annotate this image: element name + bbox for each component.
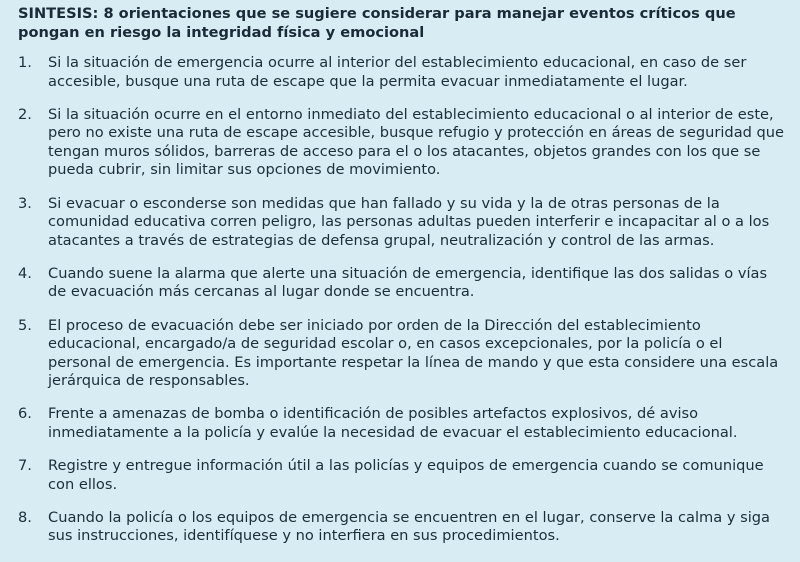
list-item-8 <box>18 509 788 546</box>
list-item-2 <box>18 106 788 180</box>
item-number: 1. <box>18 54 32 71</box>
orientations-list <box>18 54 788 546</box>
item-text: Registre y entregue información útil a las policías y equipos de emergencia cuando se comunique con ellos. <box>48 457 764 493</box>
item-text: Cuando la policía o los equipos de emergencia se encuentren en el lugar, conserve la calma y siga sus instrucciones, identifíquese y no interfiera en sus procedimientos. <box>48 508 770 545</box>
list-item-5 <box>18 317 788 391</box>
item-number: 6. <box>18 405 32 423</box>
list-item-3 <box>18 195 788 251</box>
item-text: Si evacuar o esconderse son medidas que han fallado y su vida y la de otras personas de la comunidad educativa corren peligro, las personas adultas pueden interferir e incapacitar al o a los atacantes a través de estrategias de defensa grupal, neutralización y control de las armas. <box>48 194 770 249</box>
list-item-1 <box>18 54 788 91</box>
list-item-7 <box>18 457 788 494</box>
list-item-4 <box>18 265 788 302</box>
item-text: Si la situación de emergencia ocurre al interior del establecimiento educacional, en caso de ser accesible, busque una ruta de escape que la permita evacuar inmediatamente el lugar. <box>48 54 747 90</box>
item-number: 2. <box>18 105 32 123</box>
item-number: 8. <box>18 508 32 526</box>
synthesis-title: SINTESIS: 8 orientaciones que se sugiere considerar para manejar eventos críticos que pongan en riesgo la integridad física y emocional <box>18 5 736 41</box>
item-text: Frente a amenazas de bomba o identificación de posibles artefactos explosivos, dé aviso inmediatamente a la policía y evalúe la necesidad de evacuar el establecimiento educacional. <box>48 405 738 441</box>
item-text: Cuando suene la alarma que alerte una situación de emergencia, identifique las dos salidas o vías de evacuación más cercanas al lugar donde se encuentra. <box>48 264 768 301</box>
item-number: 4. <box>18 264 32 282</box>
item-number: 3. <box>18 194 32 212</box>
item-text: El proceso de evacuación debe ser iniciado por orden de la Dirección del establecimiento educacional, encargado/a de seguridad escolar o, en casos excepcionales, por la policía o el personal de emergencia. Es importante respetar la línea de mando y que esta considere una escala jerárquica de responsables. <box>48 316 779 390</box>
item-text: Si la situación ocurre en el entorno inmediato del establecimiento educacional o al interior de este, pero no existe una ruta de escape accesible, busque refugio y protección en áreas de seguridad que tengan muros sólidos, barreras de acceso para el o los atacantes, objetos grandes con los que se pueda cubrir, sin limitar sus opciones de movimiento. <box>48 105 785 179</box>
list-item-6 <box>18 405 788 442</box>
item-number: 5. <box>18 316 32 334</box>
item-number: 7. <box>18 457 32 475</box>
